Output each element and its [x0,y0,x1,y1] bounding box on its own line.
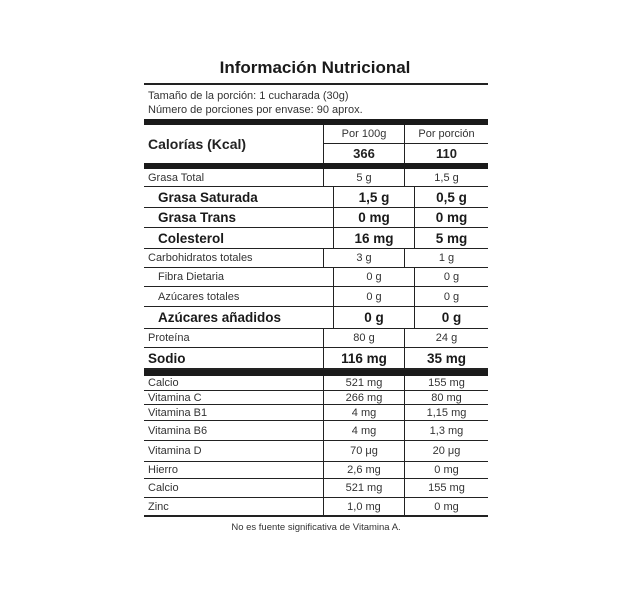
nutrient-name: Calcio [148,482,179,494]
nutrient-name: Proteína [148,332,190,344]
nutrient-name: Azúcares totales [158,290,240,303]
value-per-100g: 5 g [323,169,404,186]
value-per-100g: 70 μg [323,441,404,461]
nutrient-name: Hierro [148,464,178,476]
value-per-serving: 24 g [404,329,488,347]
nutrient-name: Fibra Dietaria [158,271,225,283]
nutrient-name: Grasa Saturada [158,189,258,205]
column-header-per-100g: Por 100g [324,125,404,144]
nutrient-name: Grasa Total [148,171,205,184]
nutrient-name: Vitamina B6 [148,424,208,437]
value-per-100g: 4 mg [323,421,404,440]
value-per-100g: 0 mg [333,208,414,227]
value-per-serving: 20 μg [404,441,488,461]
value-per-100g: 0 g [333,307,414,328]
table-row [144,391,488,405]
value-per-100g: 16 mg [333,228,414,248]
value-per-serving: 155 mg [404,479,488,497]
table-row [144,405,488,421]
table-row [144,498,488,517]
value-per-100g: 266 mg [323,391,404,404]
calories-label: Calorías (Kcal) [148,136,247,152]
nutrient-name: Calcio [148,377,179,389]
table-row [144,169,488,187]
column-per-100g [323,125,404,163]
table-row [144,268,488,287]
nutrient-name: Vitamina D [148,445,202,457]
value-per-100g: 1,0 mg [323,498,404,515]
calories-per-serving: 110 [436,146,457,161]
value-per-serving: 0 mg [404,462,488,478]
value-per-serving: 1,15 mg [404,405,488,420]
value-per-100g: 521 mg [323,479,404,497]
table-row [144,228,488,249]
nutrient-name: Azúcares añadidos [158,310,282,325]
nutrient-table [144,169,488,370]
table-row [144,287,488,307]
table-row [144,376,488,391]
value-per-serving: 1,5 g [404,169,488,186]
value-per-serving: 1 g [404,249,488,267]
table-row [144,421,488,441]
value-per-100g: 80 g [323,329,404,347]
value-per-serving: 0,5 g [414,187,488,207]
nutrient-name: Carbohidratos totales [148,252,253,264]
table-row [144,329,488,348]
value-per-serving: 0 mg [414,208,488,227]
value-per-serving: 155 mg [404,376,488,390]
nutrient-name: Sodio [148,350,186,366]
calories-per-100g: 366 [353,146,375,161]
value-per-100g: 0 g [333,268,414,286]
value-per-100g: 521 mg [323,376,404,390]
nutrient-name: Grasa Trans [158,210,237,225]
table-row [144,441,488,462]
table-row [144,187,488,208]
value-per-serving: 0 g [414,287,488,306]
value-per-100g: 1,5 g [333,187,414,207]
nutrient-name: Vitamina B1 [148,406,208,419]
table-row [144,249,488,268]
value-per-serving: 5 mg [414,228,488,248]
value-per-serving: 80 mg [404,391,488,404]
footnote: No es fuente significativa de Vitamina A. [231,522,401,533]
value-per-serving: 0 g [414,307,488,328]
serving-info [144,85,488,119]
serving-size: Tamaño de la porción: 1 cucharada (30g) [148,90,349,102]
table-row [144,307,488,329]
value-per-100g: 2,6 mg [323,462,404,478]
value-per-100g: 3 g [323,249,404,267]
nutrition-label [144,83,488,533]
value-per-100g: 0 g [333,287,414,306]
servings-per-container: Número de porciones por envase: 90 aprox. [148,104,363,116]
value-per-serving: 35 mg [404,348,488,368]
column-per-serving [404,125,488,163]
nutrient-name: Colesterol [158,230,225,246]
nutrient-name: Vitamina C [148,391,202,404]
label-title: Información Nutricional [219,58,411,77]
value-per-100g: 116 mg [323,348,404,368]
value-per-serving: 0 g [414,268,488,286]
value-per-100g: 4 mg [323,405,404,420]
table-row [144,479,488,498]
value-per-serving: 1,3 mg [404,421,488,440]
column-header-per-serving: Por porción [405,125,488,144]
nutrient-name: Zinc [148,500,169,513]
calories-row [144,125,488,163]
micronutrient-table [144,376,488,517]
table-row [144,462,488,479]
value-per-serving: 0 mg [404,498,488,515]
table-row [144,348,488,370]
table-row [144,208,488,228]
